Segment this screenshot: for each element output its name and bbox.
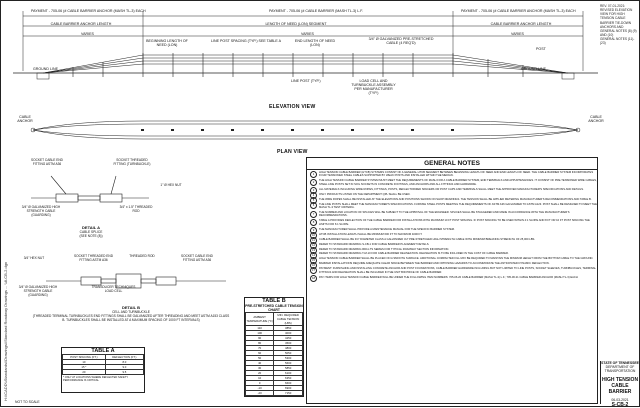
table-header: DEFLECTION (FT.)	[105, 355, 143, 360]
note-number: 13	[311, 248, 316, 253]
table-cell: 5050	[274, 351, 303, 356]
note-item	[311, 275, 597, 281]
note-item	[311, 262, 597, 268]
general-notes-title: GENERAL NOTES	[307, 158, 597, 170]
note-number: 6	[310, 202, 317, 209]
note-number: 10	[311, 233, 316, 238]
varies-label: VARIES	[511, 32, 524, 36]
title-block	[600, 361, 639, 408]
detail-a-callout: 1" Ø HEX NUT	[160, 183, 182, 187]
table-cell: 4000	[274, 331, 303, 336]
table-cell: 4800	[274, 346, 303, 351]
begin-lon-label: BEGINNING LENGTH OF NEED (LON)	[146, 39, 188, 48]
revision-line: GENERAL NOTES (8) (9) AND (10)	[600, 28, 637, 38]
detail-b-note: (THREADED TERMINAL TURNBUCKLES END FITTINGS SHALL BE GALVANIZED AFTER THREADING AND MEET ASTM A153 CLASS B. TURNBUCKLES SHALL BE INSTALLED AT A MAXIMUM SPACING OF 1000 FT INTERVALS)	[32, 313, 230, 322]
detail-b-drawing	[41, 256, 231, 306]
detail-a-callout: 3/4" Ø GALVANIZED HIGH STRENGTH CABLE (GUARDING)	[21, 205, 61, 217]
note-item	[312, 179, 597, 186]
pay-item-right: PAYMENT - 705-06 (# CABLE BARRIER ANCHOR (MASH TL-3) EACH	[461, 9, 576, 13]
note-number: 8	[310, 219, 317, 226]
table-cell: 40	[246, 361, 274, 366]
note-number: 5	[310, 197, 317, 204]
table-cell: 90	[246, 336, 274, 341]
note-number: 16	[311, 263, 316, 268]
state-name: STATE OF TENNESSEE	[601, 361, 639, 365]
ground-line-right: GROUND LINE	[521, 67, 546, 71]
detail-a-note: (SEE NOTE (8))	[79, 233, 103, 238]
detail-a-subtitle: CABLE SPLICE	[79, 229, 103, 234]
table-cell: 6350	[274, 376, 303, 381]
load-cell-label: LOAD CELL AND TURNBUCKLE ASSEMBLY PER MANUFACTURER (TYP.)	[351, 79, 396, 96]
line-post-typ-label: LINE POST (TYP.)	[291, 79, 321, 83]
note-number: 3	[310, 187, 317, 194]
note-text: THE LINE POSTS SHALL MEET THE MANUFACTURER'S SPECIFICATIONS. FURNISH STEEL POSTS MEETING THE REQUIREMENTS OF ASTM A36 GALVANIZED TO ASTM A123. POST SHALL BE DESIGNED TO MEET THE MASH TL-3 TEST CRITERIA.	[319, 202, 597, 209]
line-post-spacing-label: LINE POST SPACING (TYP.) SEE TABLE A	[211, 39, 281, 43]
table-cell: -10	[246, 386, 274, 391]
table-cell: 80	[246, 341, 274, 346]
note-text: THE WIRE ROPES SHALL BE INSTALLED AT THE ELEVATIONS AND POSITIONS SHOWN ON SHOP DRAWINGS. THE TENSION SHALL BE APPLIED METERING MANUFACTURER'S RECOMMENDATIONS AND TABLE B.	[319, 197, 592, 201]
revision-line: VIEW FOR HIGH TENSION CABLE	[600, 12, 626, 21]
anchor-length-right: CABLE BARRIER ANCHOR LENGTH	[490, 22, 552, 26]
detail-b-callout: SOCKET THREADED END FITTING ASTM A36	[73, 254, 114, 262]
revision-notes	[600, 4, 638, 46]
note-item	[312, 192, 597, 198]
table-a-footnote: * ONLY AT LOCATIONS WHERE DEFLECTED SAFETY PERFORMANCE IS CRITICAL	[63, 376, 129, 382]
note-text: THE MANUFACTURER SHALL PROVIDE A MAINTENANCE MANUAL FOR THE SPECIFIC BARRIER SYSTEM.	[319, 227, 455, 231]
note-item	[312, 219, 597, 226]
table-b-title: TABLE B	[262, 298, 286, 304]
table-b	[244, 297, 304, 397]
note-item	[311, 247, 597, 253]
cable-anchor-left: CABLE ANCHOR	[17, 115, 33, 124]
note-item	[311, 257, 597, 263]
table-header: MIN. REQUIRED CABLE TENSION (LBS)	[274, 313, 303, 326]
detail-b-callout: TRANSDUCER TECHNIQUES LOAD CELL	[91, 285, 136, 293]
revision-line: BARRIER TIE-DOWN ANCHORS AND	[600, 20, 632, 29]
table-cell: 30	[246, 366, 274, 371]
note-text: REFER TO STANDARD DRAWING S-CB-1 FOR CABLE BARRIER PLACEMENT DETAILS.	[319, 242, 430, 246]
table-cell: 10	[63, 360, 106, 365]
elevation-view-title: ELEVATION VIEW	[269, 104, 316, 110]
file-path-label: H:\\CADD\\Standards\\Drawings\\Standard Roadway Drawings ... \\8-CB-2.dgn	[3, 261, 8, 401]
note-text: PAYMENT: FURNISHING AND INSTALLING CONCRETE ANCHOR AND POST FOUNDATIONS, CABLE BARRIER HARDWARE INCLUDING BUT NOT LIMITED TO LINE POSTS, SOCKET SLEEVES, TURNBUCKLES, TERMINAL FITTINGS AND DELINEATION SHALL BE INCLUDED IN THE UNIT BID PRICE OF CABLE BARRIER.	[319, 267, 596, 274]
table-cell: 110	[246, 326, 274, 331]
table-b-grid	[245, 312, 303, 396]
note-text: REFER TO STANDARD DRAWING T-M-10 FOR CABLE BARRIER DELINEATION. DELINEATION IS TO BE INCLUDED IN THE COST OF CABLE BARRIER.	[319, 252, 509, 256]
varies-label: VARIES	[81, 32, 94, 36]
table-cell: -20	[246, 391, 274, 396]
table-cell: 5850	[274, 366, 303, 371]
table-cell: 4500	[274, 341, 303, 346]
table-cell: 6100	[274, 371, 303, 376]
note-text: HIGH TENSION CABLE BARRIER (HTCB) SYSTEMS CONSIST OF A GENERAL HTCB SEGMENT BETWEEN BEGINNING LENGTH OF NEED AND END LENGTH OF NEED. THE CABLE BARRIER SYSTEM INCORPORATES FOUR TENSIONED STEEL CABLES SUPPORTED BY WEAK POSTS AND INSTALLED WITHIN THE MEDIAN.	[319, 171, 594, 178]
table-cell: 70	[246, 346, 274, 351]
note-text: ALL MATERIALS INCLUDING WIRE ROPES, FITTINGS, POSTS, REFLECTORIZED SPACERS OR POST CAPS AND TERMINALS SHALL MEET THE APPROVED MANUFACTURER'S SPECIFICATIONS AND DETAILS.	[319, 187, 584, 191]
detail-b-callout: SOCKET CABLE END FITTING ASTM A36	[180, 254, 213, 262]
table-a-grid	[62, 354, 144, 375]
post-label: POST	[536, 47, 546, 51]
table-cell: 100	[246, 331, 274, 336]
note-text: HIGH TENSION CABLE BARRIER SHALL BE PLACED ON A SMOOTH SURFACE. ADDITIONAL COMPACTED FILL MAY BE REQUIRED TO MAINTAIN THE MINIMUM HEIGHT FROM THE BOTTOM CABLE TO THE GROUND.	[319, 257, 594, 261]
note-text: CABLE BARRIER SHALL BE 3/4" DIAMETER CLASS A GALVANIZED 3x7 PRE-STRETCHED HIGH STRENGTH CABLE WITH MINIMUM BREAKING STRENGTH OF 25,000 LBS.	[319, 237, 536, 241]
plan-view-title: PLAN VIEW	[277, 149, 308, 155]
table-cell: 4250	[274, 336, 303, 341]
note-item	[312, 202, 597, 210]
note-text: THE NUMBER AND LOCATION OF SPLICES WILL BE SUBJECT TO THE APPROVAL OF THE ENGINEER. SPLICES SHALL BE STAGGERED AND MADE IN ACCORDANCE WITH THE MANUFACTURER'S RECOMMENDATIONS.	[319, 210, 570, 218]
table-cell: 6600	[274, 381, 303, 386]
table-cell: 60	[246, 351, 274, 356]
table-cell: 20	[246, 371, 274, 376]
table-cell: 5300	[274, 356, 303, 361]
end-lon-label: END LENGTH OF NEED (LON)	[294, 39, 336, 48]
note-number: 18	[311, 276, 316, 281]
table-cell: 9.0	[105, 365, 143, 370]
length-of-need: LENGTH OF NEED (LON) SEGMENT	[265, 22, 327, 26]
note-item	[312, 237, 597, 243]
table-header: AMBIENT TEMPERATURE (°F)	[246, 313, 274, 326]
note-number: 12	[311, 243, 316, 248]
table-cell: 20	[63, 370, 106, 375]
note-item	[312, 197, 597, 203]
general-notes-list	[307, 171, 597, 279]
revision-line: REV. 07-01-2021: REVISED ELEVATION	[600, 4, 633, 13]
table-cell: 10	[246, 376, 274, 381]
detail-b-subtitle: CELL AND TURNBUCKLE	[112, 309, 150, 314]
table-cell: 50	[246, 356, 274, 361]
note-item	[312, 187, 597, 193]
table-cell: 15 *	[63, 365, 106, 370]
note-text: REFER TO STANDARD DRAWING RD11-TS SERIES FOR TYPICAL ROADWAY SECTION INFORMATION.	[319, 247, 450, 251]
note-text: ONLY PRODUCTS LISTED ON THE DEPARTMENT QPL SHALL BE USED.	[319, 192, 411, 196]
detail-a-callout: SOCKET CABLE END FITTING ASTM A36	[30, 158, 63, 166]
detail-b-callout: 3/4" Ø GALVANIZED HIGH STRENGTH CABLE (GUARDING)	[18, 285, 58, 297]
note-number: 11	[310, 237, 317, 244]
note-item	[311, 267, 597, 274]
drawing-title: HIGH TENSION CABLE BARRIER	[601, 377, 639, 395]
table-cell: 0	[246, 381, 274, 386]
table-a	[61, 347, 145, 393]
note-number: 7	[310, 211, 317, 218]
table-a-title: TABLE A	[91, 348, 115, 354]
note-text: HTCB INSTALLATION LENGTH SHALL BE MINIMUM 600 FT TO MAXIMUM 4000 FT.	[319, 232, 423, 236]
note-item	[312, 227, 597, 233]
note-text: BARRIER INSTALLATIONS REQUIRE ADEQUATE CLEAR SPACE BETWEEN THE BARRIER AND OPPOSING HAZARDS TO ACCOMMODATE THE ANTICIPATED DYNAMIC DEFLECTION.	[319, 262, 550, 266]
cable-anchor-right: CABLE ANCHOR	[588, 115, 604, 124]
note-number: 15	[311, 258, 316, 263]
note-item	[311, 252, 597, 258]
note-number: 17	[311, 268, 316, 273]
detail-b-title	[31, 306, 231, 322]
note-text: PAY ITEMS FOR HIGH TENSION CABLE BARRIER WILL BE UNDER THE FOLLOWING ITEM NUMBERS: 705-06.20 CABLE BARRIER (MASH TL-3) L.F.; 705-06.21 CABLE BARRIER ANCHOR (MASH TL-3) EACH	[319, 275, 578, 279]
table-cell: 7150	[274, 391, 303, 396]
detail-a-callout: SOCKET THREADED FITTING (TURNBUCKLE)	[113, 158, 151, 166]
note-text: TABLE A PROVIDES DEFLECTION OF THE CABLE BARRIER FOR INSTALLATIONS WITH MAXIMUM 10 FT POST SPACING. IF POST SPACING TO BE USED WITHIN 4:1 SLOPE AND 8 FT OR 10 FT POST SPACING THE LIMITS FOR 6:1 SLOPE.	[319, 219, 590, 226]
detail-a-callout: 3/4" x 1.5" THREADED ROD	[119, 205, 153, 213]
note-number: 2	[310, 179, 317, 186]
table-cell: 8.0	[105, 360, 143, 365]
sheet-number: S-CB-2	[611, 402, 629, 408]
general-notes	[306, 157, 598, 404]
table-cell: 6900	[274, 386, 303, 391]
table-cell: 5600	[274, 361, 303, 366]
varies-label: VARIES	[301, 32, 314, 36]
note-number: 1	[310, 171, 317, 178]
revision-line: GENERAL NOTES (11)-(23)	[600, 37, 635, 46]
detail-a-title	[66, 226, 116, 239]
note-number: 14	[311, 253, 316, 258]
detail-b-callout: THREADED ROD	[129, 254, 155, 258]
note-item	[311, 242, 597, 248]
table-cell: 3850	[274, 326, 303, 331]
anchor-length-left: CABLE BARRIER ANCHOR LENGTH	[50, 22, 112, 26]
note-number: 9	[310, 227, 317, 234]
not-to-scale-label: NOT TO SCALE	[15, 400, 40, 404]
detail-a-name: DETAIL A	[82, 225, 100, 230]
table-row	[63, 370, 144, 375]
note-item	[312, 210, 597, 218]
table-cell: 9.5	[105, 370, 143, 375]
table-header: POST SPACING (FT.)	[63, 355, 106, 360]
note-number: 4	[310, 192, 317, 199]
drawing-date: 06-03-2021	[611, 398, 629, 402]
pay-item-left: PAYMENT - 705-06 (# CABLE BARRIER ANCHOR (MASH TL-3) EACH	[31, 9, 146, 13]
note-text: THE HIGH TENSION CABLE BARRIER SYSTEM MUST MEET THE REQUIREMENTS OF MASH FOR A CABLE BARRIER SYSTEM, END TERMINALS AND APPURTENANCES. IT CONSIST OF PRE-TENSIONED WIRE CABLES, STEEL LINE POSTS SET IN SOIL SOCKETS IN CONCRETE FOOTINGS, AND ANCHORS AND ALL FITTINGS AND HARDWARE.	[319, 179, 597, 186]
table-b-subtitle: PRE-STRETCHED CABLE TENSION CHART	[245, 304, 303, 312]
note-item	[311, 232, 597, 238]
ground-line-left: GROUND LINE	[33, 67, 58, 71]
detail-b-name: DETAIL B	[121, 305, 141, 310]
note-item	[312, 171, 597, 178]
table-row	[246, 391, 303, 396]
pay-item-center: PAYMENT - 705-06 (# CABLE BARRIER (MASH TL-3) L.F.	[269, 9, 363, 13]
prestretched-cable-label: 3/4" Ø GALVANIZED PRE-STRETCHED CABLE (4 REQ'D)	[368, 37, 434, 46]
department-name: DEPARTMENT OF TRANSPORTATION	[604, 365, 636, 373]
detail-b-callout: 3/4" HEX NUT	[23, 256, 45, 260]
